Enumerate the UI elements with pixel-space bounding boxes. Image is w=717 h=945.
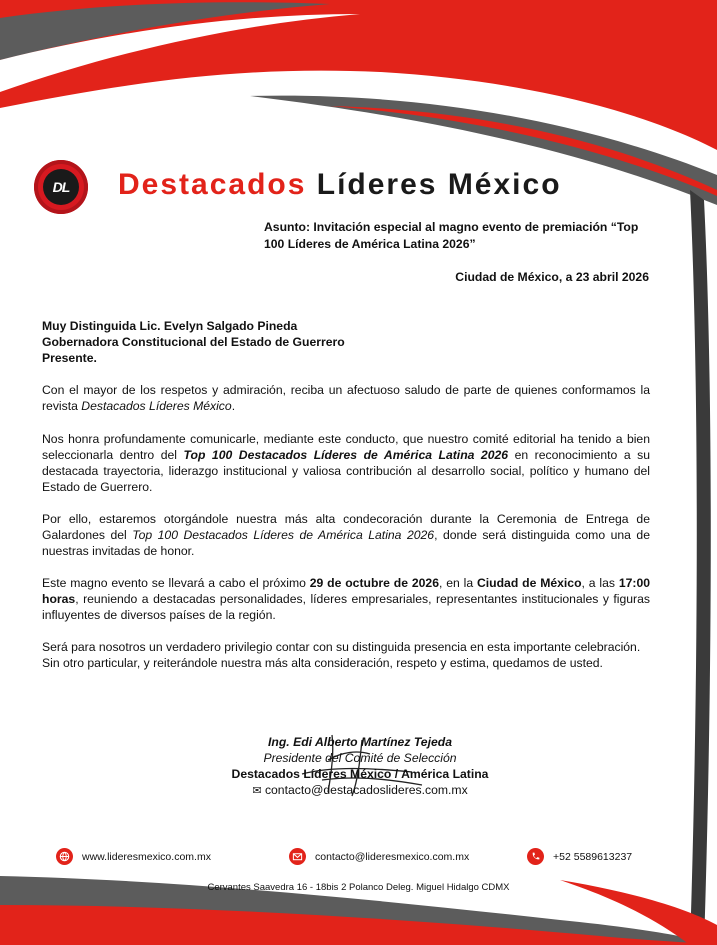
paragraph-ceremony: Por ello, estaremos otorgándole nuestra más alta condecoración durante la Ceremonia de Entrega de Galardones del Top 100 Destacados Líderes de América Latina 2026, donde será distinguida como una de nuestras invitadas de honor. [42, 512, 650, 558]
closing-line-2: Sin otro particular, y reiterándole nuestra más alta consideración, respeto y estima, quedamos de usted. [42, 656, 603, 670]
footer-email-text: contacto@lideresmexico.com.mx [315, 850, 470, 863]
addressee-block [42, 318, 650, 366]
brand-word-destacados: Destacados [118, 168, 307, 201]
letter-date: Ciudad de México, a 23 abril 2026 [455, 270, 649, 284]
envelope-icon: ✉ [252, 785, 262, 797]
addressee-greeting: Presente. [42, 351, 97, 365]
footer-website-text: www.lideresmexico.com.mx [82, 850, 211, 863]
paragraph-closing [42, 639, 650, 671]
phone-icon [527, 848, 544, 865]
signer-name: Ing. Edi Alberto Martínez Tejeda [268, 735, 452, 749]
event-city: Ciudad de México [476, 576, 582, 590]
brand-word-lideres-mexico: Líderes México [316, 168, 562, 201]
brand-logo-text: DL [43, 169, 79, 205]
addressee-name: Muy Distinguida Lic. Evelyn Salgado Pineda [42, 319, 298, 333]
footer-address: Cervantes Saavedra 16 - 18bis 2 Polanco Deleg. Miguel Hidalgo CDMX [207, 882, 510, 893]
right-dark-strip [690, 190, 711, 945]
award-name: Top 100 Destacados Líderes de América Latina 2026 [183, 448, 509, 462]
brand-logo [34, 160, 88, 214]
paragraph-event-details: Este magno evento se llevará a cabo el próximo 29 de octubre de 2026, en la Ciudad de México, a las 17:00 horas, reuniendo a destacadas personalidades, líderes empresariales, representantes institucionales y figuras influyentes de diversos países de la región. [42, 576, 651, 622]
event-date: 29 de octubre de 2026 [309, 576, 439, 590]
closing-line-1: Será para nosotros un verdadero privilegio contar con su distinguida presencia en esta importante celebración. [42, 640, 641, 654]
footer-phone[interactable] [527, 848, 632, 865]
mail-icon [289, 848, 306, 865]
signer-organization: Destacados Líderes México / América Latina [231, 767, 489, 781]
brand-wordmark [118, 168, 562, 202]
globe-icon [56, 848, 73, 865]
award-name-ceremony: Top 100 Destacados Líderes de América Latina 2026 [132, 528, 435, 542]
paragraph-greeting: Con el mayor de los respetos y admiración, reciba un afectuoso saludo de parte de quienes conformamos la revista Destacados Líderes México. [42, 383, 650, 413]
footer-website[interactable] [56, 848, 211, 865]
signer-role: Presidente del Comité de Selección [263, 751, 457, 765]
footer-phone-text: +52 5589613237 [553, 850, 633, 863]
paragraph-selection: Nos honra profundamente comunicarle, mediante este conducto, que nuestro comité editorial ha tenido a bien seleccionarla dentro del Top 100 Destacados Líderes de América Latina 2026 en reconocimiento a su destacada trayectoria, liderazgo institucional y valiosa contribución al desarrollo social, político y humano del Estado de Guerrero. [42, 432, 650, 494]
signer-email[interactable]: contacto@destacadoslideres.com.mx [264, 783, 468, 797]
footer-email[interactable] [289, 848, 469, 865]
addressee-title: Gobernadora Constitucional del Estado de Guerrero [42, 335, 345, 349]
signature-block [160, 734, 560, 799]
event-time: 17:00 horas [42, 576, 651, 606]
magazine-name: Destacados Líderes México [81, 399, 232, 413]
subject-line: Asunto: Invitación especial al magno evento de premiación “Top 100 Líderes de América Latina 2026” [264, 220, 639, 251]
signer-email-line [160, 782, 560, 799]
